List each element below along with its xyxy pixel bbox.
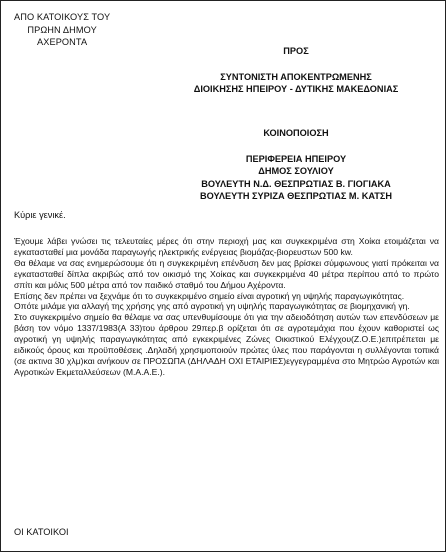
body-paragraph: Έχουμε λάβει γνώσει τις τελευταίες μέρες ότι στην περιοχή μας και συγκεκριμένα στη Χοίκα ετοιμάζεται να εγκατασταθεί μια μονάδα παραγωγής ηλεκτρικής ενέργειας βιομάζας-βιορευστων 500 kw.: [14, 236, 439, 257]
recipient-line: ΣΥΝΤΟΝΙΣΤΗ ΑΠΟΚΕΝΤΡΩΜΕΝΗΣ: [220, 71, 372, 82]
cc-line: ΠΕΡΙΦΕΡΕΙΑ ΗΠΕΙΡΟΥ: [245, 153, 347, 164]
letter-body: [14, 236, 439, 378]
greeting: Κύριε γενικέ.: [14, 210, 66, 220]
recipient-line: ΔΙΟΙΚΗΣΗΣ ΗΠΕΙΡΟΥ - ΔΥΤΙΚΗΣ ΜΑΚΕΔΟΝΙΑΣ: [193, 84, 399, 95]
recipient-heading: ΠΡΟΣ: [283, 46, 309, 56]
sender-block: [14, 11, 110, 49]
signature: ΟΙ ΚΑΤΟΙΚΟΙ: [14, 527, 69, 537]
cc-block: [151, 127, 441, 203]
body-paragraph: Θα θέλαμε να σας ενημερώσουμε ότι η συγκεκριμένη επένδυση δεν μας βρίσκει σύμφωνους γιατί πρόκειται να εγκατασταθεί δίπλα ακριβώς από τον οικισμό της Χοίκας και συγκεκριμένα 40 μέτρα περίπου από το πρώτο σπίτι και μόλις 500 μέτρα από τον παιδικό σταθμό του Δήμου Αχέροντα.: [14, 257, 439, 290]
cc-line: ΒΟΥΛΕΥΤΗ ΣΥΡΙΖΑ ΘΕΣΠΡΩΤΙΑΣ Μ. ΚΑΤΣΗ: [200, 191, 392, 202]
body-paragraph: Στο συγκεκριμένο σημείο θα θέλαμε να σας υπενθυμίσουμε ότι για την αδειοδότηση αυτών των επενδύσεων με βάση τον νόμο 1337/1983(Α 33)του άρθρου 29περ.β ορίζεται ότι σε αγροτεμάχια που έχουν καθοριστεί ως αγροτική γη υψηλής παραγωγικότητας από εγκεκριμένες Ζώνες Οικιστικού Ελέγχου(Ζ.Ο.Ε.)επιτρέπεται με ειδικούς όρους και προϋποθέσεις .Δηλαδή χρησιμοποιούν πρώτες ύλες που παράγονται η συλλέγονται τοπικά (σε ακτινα 30 χλμ)και ανήκουν σε ΠΡΟΣΩΠΑ (ΔΗΛΑΔΗ ΟΧΙ ΕΤΑΙΡΙΕΣ)εγγεγραμμένα στο Μητρώο Αγροτών και Αγροτικών Εκμεταλλεύσεων (Μ.Α.Α.Ε.).: [14, 312, 439, 377]
sender-line: ΑΠΟ ΚΑΤΟΙΚΟΥΣ ΤΟΥ: [14, 12, 111, 22]
sender-line: ΠΡΩΗΝ ΔΗΜΟΥ: [27, 24, 97, 35]
cc-line: ΔΗΜΟΣ ΣΟΥΛΙΟΥ: [258, 166, 334, 177]
cc-heading: ΚΟΙΝΟΠΟΙΟΣΗ: [263, 128, 329, 138]
cc-line: ΒΟΥΛΕΥΤΗ Ν.Δ. ΘΕΣΠΡΩΤΙΑΣ Β. ΓΙΟΓΙΑΚΑ: [201, 178, 391, 189]
body-paragraph: Επίσης δεν πρέπει να ξεχνάμε ότι το συγκεκριμένο σημείο είναι αγροτική γη υψηλής παραγωγικότητας.: [14, 290, 405, 301]
sender-line: ΑΧΕΡΟΝΤΑ: [37, 37, 88, 47]
body-paragraph: Οπότε μιλάμε για αλλαγή της χρήσης γης από αγροτική γη υψηλής παραγωγικότητας σε βιομηχανική γη.: [14, 301, 410, 312]
recipient-block: [151, 45, 441, 96]
